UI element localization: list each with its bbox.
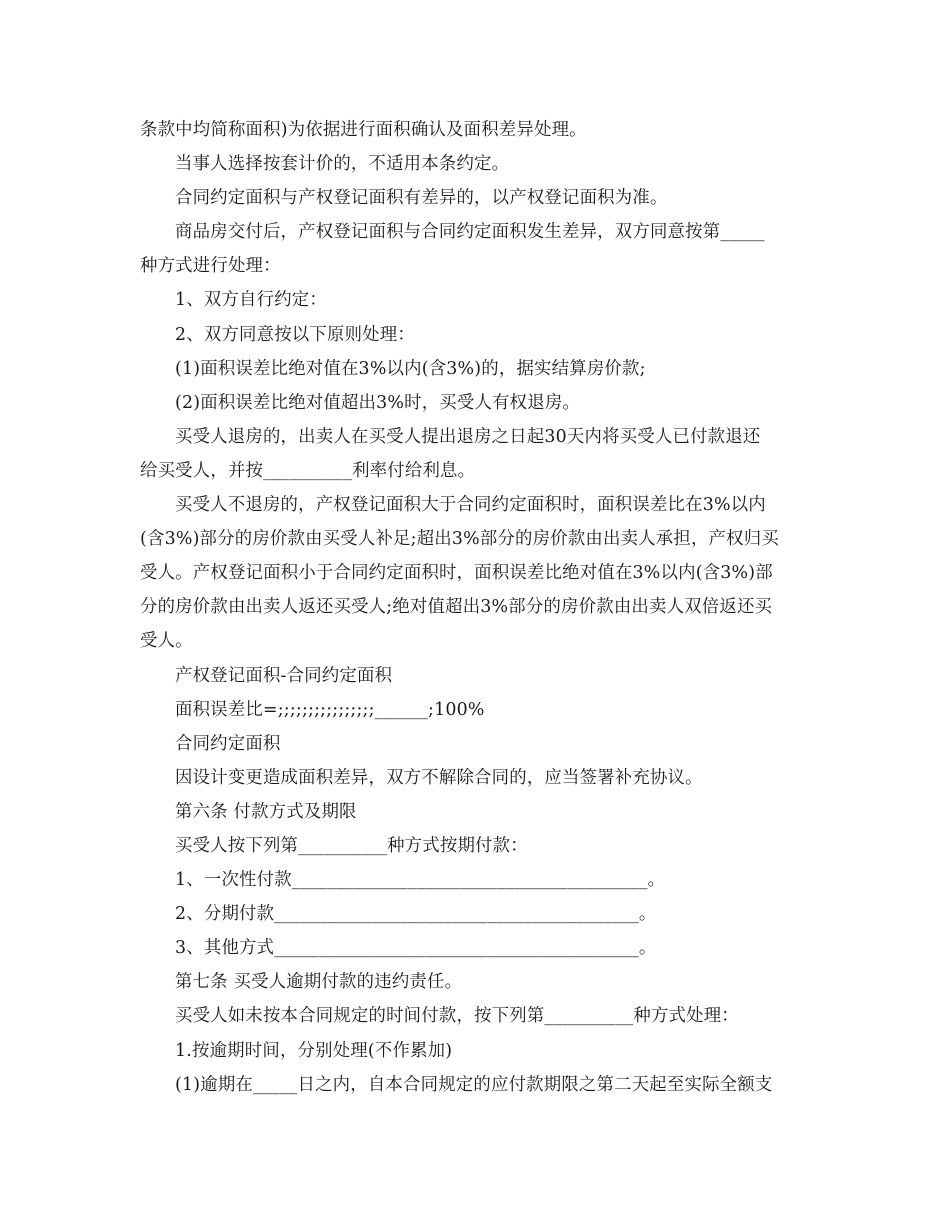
text-line: 1.按逾期时间，分别处理(不作累加) [175,1040,453,1061]
text-line: 因设计变更造成面积差异，双方不解除合同的，应当签署补充协议。 [175,767,703,788]
text-line: 1、一次性付款________________________________________。 [175,870,666,891]
text-line: 受人。 [140,631,193,652]
text-line: 第七条 买受人逾期付款的违约责任。 [175,972,463,993]
text-line: 条款中均简称面积)为依据进行面积确认及面积差异处理。 [140,120,587,140]
text-line: 种方式进行处理： [140,256,281,277]
text-line: 产权登记面积-合同约定面积 [175,665,393,686]
text-line: 买受人退房的，出卖人在买受人提出退房之日起30天内将买受人已付款退还 [175,426,761,447]
text-line: (含3%)部分的房价款由买受人补足;超出3%部分的房价款由出卖人承担，产权归买 [140,529,779,550]
text-line: 3、其他方式_________________________________________。 [175,938,657,959]
text-line: (1)逾期在_____日之内，自本合同规定的应付款期限之第二天起至实际全额支 [175,1074,773,1095]
text-line: 2、分期付款_________________________________________。 [175,904,657,925]
text-line: 给买受人，并按__________利率付给利息。 [140,460,476,481]
text-line: (1)面积误差比绝对值在3%以内(含3%)的，据实结算房价款; [175,358,646,379]
text-line: (2)面积误差比绝对值超出3%时，买受人有权退房。 [175,392,581,413]
text-line: 合同约定面积 [175,733,281,754]
text-line: 买受人如未按本合同规定的时间付款，按下列第__________种方式处理： [175,1006,739,1027]
text-line: 1、双方自行约定： [175,290,327,311]
text-line: 分的房价款由出卖人返还买受人;绝对值超出3%部分的房价款由出卖人双倍返还买 [140,597,773,618]
document-body [140,113,820,1102]
text-line: 商品房交付后，产权登记面积与合同约定面积发生差异，双方同意按第_____ [175,222,765,243]
text-line: 2、双方同意按以下原则处理： [175,324,415,345]
text-line: 受人。产权登记面积小于合同约定面积时，面积误差比绝对值在3%以内(含3%)部 [140,563,773,584]
text-line: 第六条 付款方式及期限 [175,801,357,822]
text-line: 当事人选择按套计价的，不适用本条约定。 [175,154,510,175]
text-line: 买受人按下列第__________种方式按期付款： [175,835,528,856]
text-line: 合同约定面积与产权登记面积有差异的，以产权登记面积为准。 [175,188,668,209]
text-line: 面积误差比=;;;;;;;;;;;;;;;;______;100% [175,699,485,720]
text-line: 买受人不退房的，产权登记面积大于合同约定面积时，面积误差比在3%以内 [175,495,766,516]
